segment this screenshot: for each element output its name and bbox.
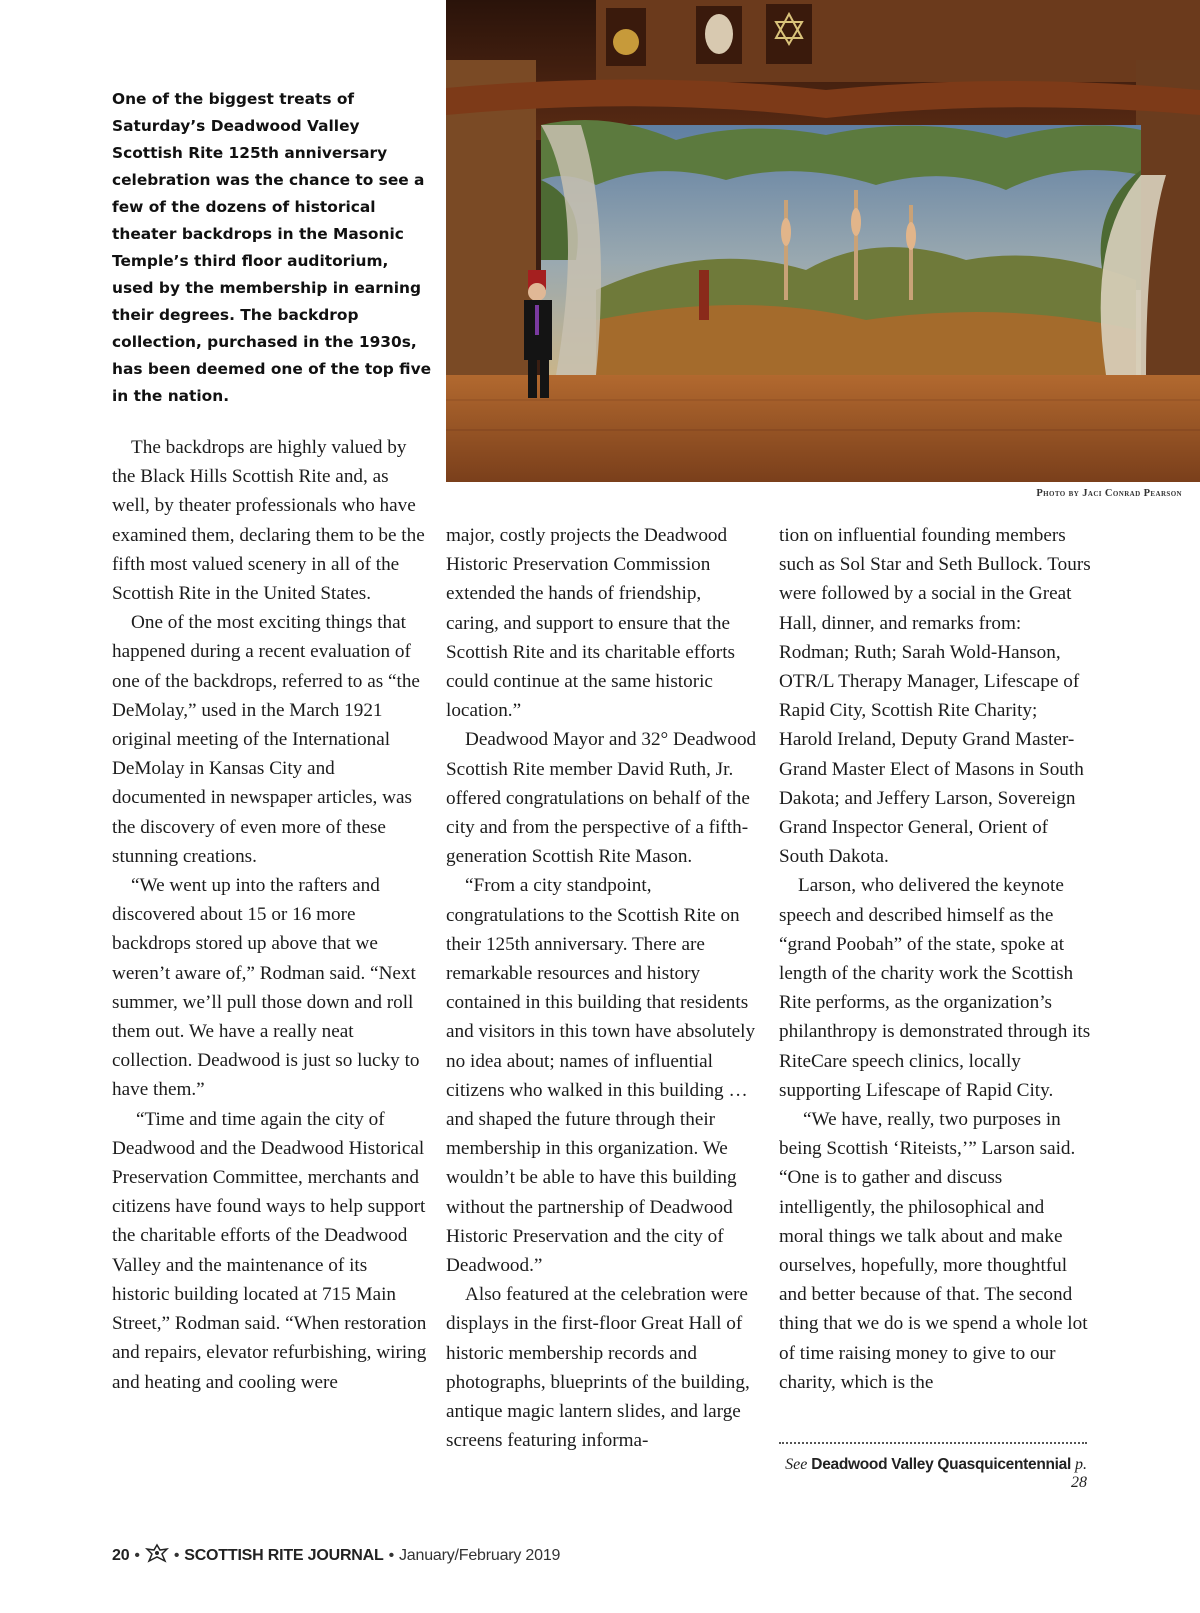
paragraph: “We have, really, two purposes in being Scottish ‘Riteists,’” Larson said. “One is to gather and discuss intelligently, the philosophical and moral things we talk about and make ourselves, hopefully, more thoughtful and better because of that. The second thing that we do is we spend a whole lot of time raising money to give to our charity, which is the — [779, 1109, 1088, 1393]
page-footer — [112, 1543, 560, 1568]
separator-bullet: • — [388, 1546, 394, 1564]
continued-page: p. 28 — [1071, 1456, 1087, 1491]
stage-backdrop-photo — [446, 0, 1200, 482]
continued-title: Deadwood Valley Quasquicentennial — [811, 1456, 1071, 1473]
article-column-1 — [112, 433, 428, 1397]
paragraph: tion on influential founding members such as Sol Star and Seth Bullock. Tours were followed by a social in the Great Hall, dinner, and remarks from: Rodman; Ruth; Sarah Wold-Hanson, OTR/L Therapy Manager, Lifescape of Rapid City, Scottish Rite Charity; Harold Ireland, Deputy Grand Master-Grand Master Elect of Masons in South Dakota; and Jeffery Larson, Sovereign Grand Inspector General, Orient of South Dakota. — [779, 525, 1091, 868]
journal-title: SCOTTISH RITE JOURNAL — [184, 1546, 384, 1564]
paragraph: Larson, who delivered the keynote speech and described himself as the “grand Poobah” of the state, spoke at length of the charity work the Scottish Rite performs, as the organization’s philanthropy is demonstrated through its RiteCare speech clinics, locally supporting Lifescape of Rapid City. — [779, 875, 1091, 1101]
dotted-divider — [779, 1442, 1087, 1444]
paragraph: “Time and time again the city of Deadwood and the Deadwood Historical Preservation Committee, merchants and citizens have found ways to help support the charitable efforts of the Deadwood Valley and the maintenance of its historic building located at 715 Main Street,” Rodman said. “When restoration and repairs, elevator refurbishing, wiring and heating and cooling were — [112, 1108, 427, 1393]
article-column-2 — [446, 521, 758, 1456]
issue-date: January/February 2019 — [399, 1546, 561, 1564]
paragraph: Also featured at the celebration were displays in the first-floor Great Hall of historic membership records and photographs, blueprints of the building, antique magic lantern slides, and large screens featuring informa- — [446, 1284, 750, 1452]
double-headed-eagle-icon — [145, 1543, 169, 1568]
paragraph: “We went up into the rafters and discovered about 15 or 16 more backdrops stored up above that we weren’t aware of,” Rodman said. “Next summer, we’ll pull those down and roll them out. We have a really neat collection. Deadwood is just so lucky to have them.” — [112, 875, 420, 1101]
continued-reference — [779, 1456, 1087, 1492]
paragraph: One of the most exciting things that happened during a recent evaluation of one of the backdrops, referred to as “the DeMolay,” used in the March 1921 original meeting of the International DeMolay in Kansas City and documented in newspaper articles, was the discovery of even more of these stunning creations. — [112, 612, 420, 867]
paragraph: The backdrops are highly valued by the Black Hills Scottish Rite and, as well, by theater professionals who have examined them, declaring them to be the fifth most valued scenery in all of the Scottish Rite in the United States. — [112, 437, 425, 605]
photo-credit: Photo by Jaci Conrad Pearson — [1036, 488, 1182, 499]
paragraph: major, costly projects the Deadwood Historic Preservation Commission extended the hands of friendship, caring, and support to ensure that the Scottish Rite and its charitable efforts could continue at the same historic location.” — [446, 525, 735, 722]
paragraph: “From a city standpoint, congratulations to the Scottish Rite on their 125th anniversary. There are remarkable resources and history contained in this building that residents and visitors in this town have absolutely no idea about; names of influential citizens who walked in this building … and shaped the future through their membership in this organization. We wouldn’t be able to have this building without the partnership of Deadwood Historic Preservation and the city of Deadwood.” — [446, 875, 756, 1277]
article-column-3 — [779, 521, 1091, 1397]
paragraph: Deadwood Mayor and 32° Deadwood Scottish Rite member David Ruth, Jr. offered congratulations on behalf of the city and from the perspective of a fifth-generation Scottish Rite Mason. — [446, 729, 757, 868]
photo-caption: One of the biggest treats of Saturday’s Deadwood Valley Scottish Rite 125th anniversary celebration was the chance to see a few of the dozens of historical theater backdrops in the Masonic Temple’s third floor auditorium, used by the membership in earning their degrees. The backdrop collection, purchased in the 1930s, has been deemed one of the top five in the nation. — [112, 90, 432, 405]
see-prefix: See — [785, 1456, 808, 1473]
separator-bullet: • — [173, 1546, 180, 1564]
page-number: 20 — [112, 1546, 130, 1564]
separator-bullet: • — [134, 1546, 140, 1564]
stage-photo-illustration — [446, 0, 1200, 482]
